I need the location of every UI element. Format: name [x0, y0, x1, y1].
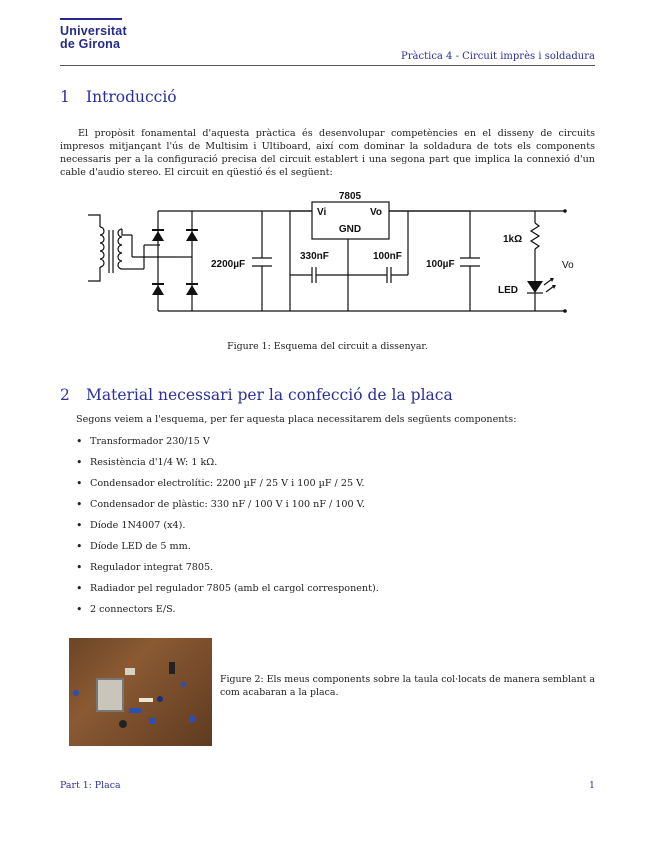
list-item: • Regulador integrat 7805.: [76, 562, 596, 583]
logo-text-line2: de Girona: [60, 37, 121, 51]
section-title: Material necessari per la confecció de la placa: [86, 386, 453, 404]
section-2-heading: [60, 386, 453, 404]
list-item: • Resistència d'1/4 W: 1 kΩ.: [76, 457, 596, 478]
components-photo: [69, 638, 212, 746]
component-shape: [181, 682, 186, 687]
ic-vo-label: Vo: [370, 207, 383, 218]
ic-label: 7805: [338, 191, 362, 202]
output-label: Vo: [562, 260, 574, 271]
component-shape: [157, 696, 163, 702]
list-item: • Condensador electrolític: 2200 µF / 25 V i 100 µF / 25 V.: [76, 478, 596, 499]
footer-left: Part 1: Placa: [60, 780, 121, 791]
components-list: [76, 436, 596, 625]
section-2-intro: Segons veiem a l'esquema, per fer aquesta placa necessitarem dels següents components:: [76, 414, 517, 425]
component-shape: [129, 708, 141, 713]
cap-100n-label: 100nF: [373, 251, 402, 262]
list-item: • Díode LED de 5 mm.: [76, 541, 596, 562]
ic-vi-label: Vi: [317, 207, 327, 218]
section-title: Introducció: [86, 88, 177, 106]
component-shape: [73, 690, 79, 696]
list-item: • Radiador pel regulador 7805 (amb el cargol corresponent).: [76, 583, 596, 604]
cap-330n-label: 330nF: [300, 251, 329, 262]
page-number: 1: [589, 780, 595, 791]
component-shape: [139, 698, 153, 702]
component-shape: [189, 716, 195, 722]
header-title: Pràctica 4 - Circuit imprès i soldadura: [401, 51, 595, 62]
component-shape: [169, 662, 175, 674]
list-item: • Transformador 230/15 V: [76, 436, 596, 457]
section-1-heading: [60, 88, 177, 106]
circuit-schematic: [60, 185, 595, 325]
logo-text-line1: Universitat: [60, 24, 127, 38]
list-item: • Díode 1N4007 (x4).: [76, 520, 596, 541]
component-shape: [127, 660, 130, 663]
header-rule: [60, 65, 595, 66]
figure-2-caption: Figure 2: Els meus components sobre la taula col·locats de manera semblant a com acabaran a la placa.: [220, 674, 595, 698]
transformer-shape: [96, 678, 124, 712]
section-number: 2: [60, 386, 70, 404]
cap-100u-label: 100µF: [426, 259, 455, 270]
component-shape: [125, 668, 135, 675]
ic-gnd-label: GND: [338, 224, 362, 235]
list-item: • 2 connectors E/S.: [76, 604, 596, 625]
intro-paragraph: El propòsit fonamental d'aquesta pràctica és desenvolupar competències en el disseny de circuits impresos mitjançant l'ús de Multisim i Ultiboard, així com dominar la soldadura de tots els components necessaris per a la configuració precisa del circuit establert i una segona part que implica la connexió d'un cable d'audio stereo. El circuit en qüestió és el següent:: [60, 128, 595, 178]
led-label: LED: [498, 285, 518, 296]
cap-2200-label: 2200µF: [211, 259, 246, 270]
section-number: 1: [60, 88, 70, 106]
component-shape: [149, 718, 155, 724]
list-item: • Condensador de plàstic: 330 nF / 100 V i 100 nF / 100 V.: [76, 499, 596, 520]
resistor-label: 1kΩ: [503, 234, 523, 245]
university-logo: [60, 18, 127, 51]
component-shape: [119, 720, 127, 728]
logo-mark: [60, 18, 122, 20]
figure-1-caption: Figure 1: Esquema del circuit a dissenyar.: [227, 341, 428, 352]
